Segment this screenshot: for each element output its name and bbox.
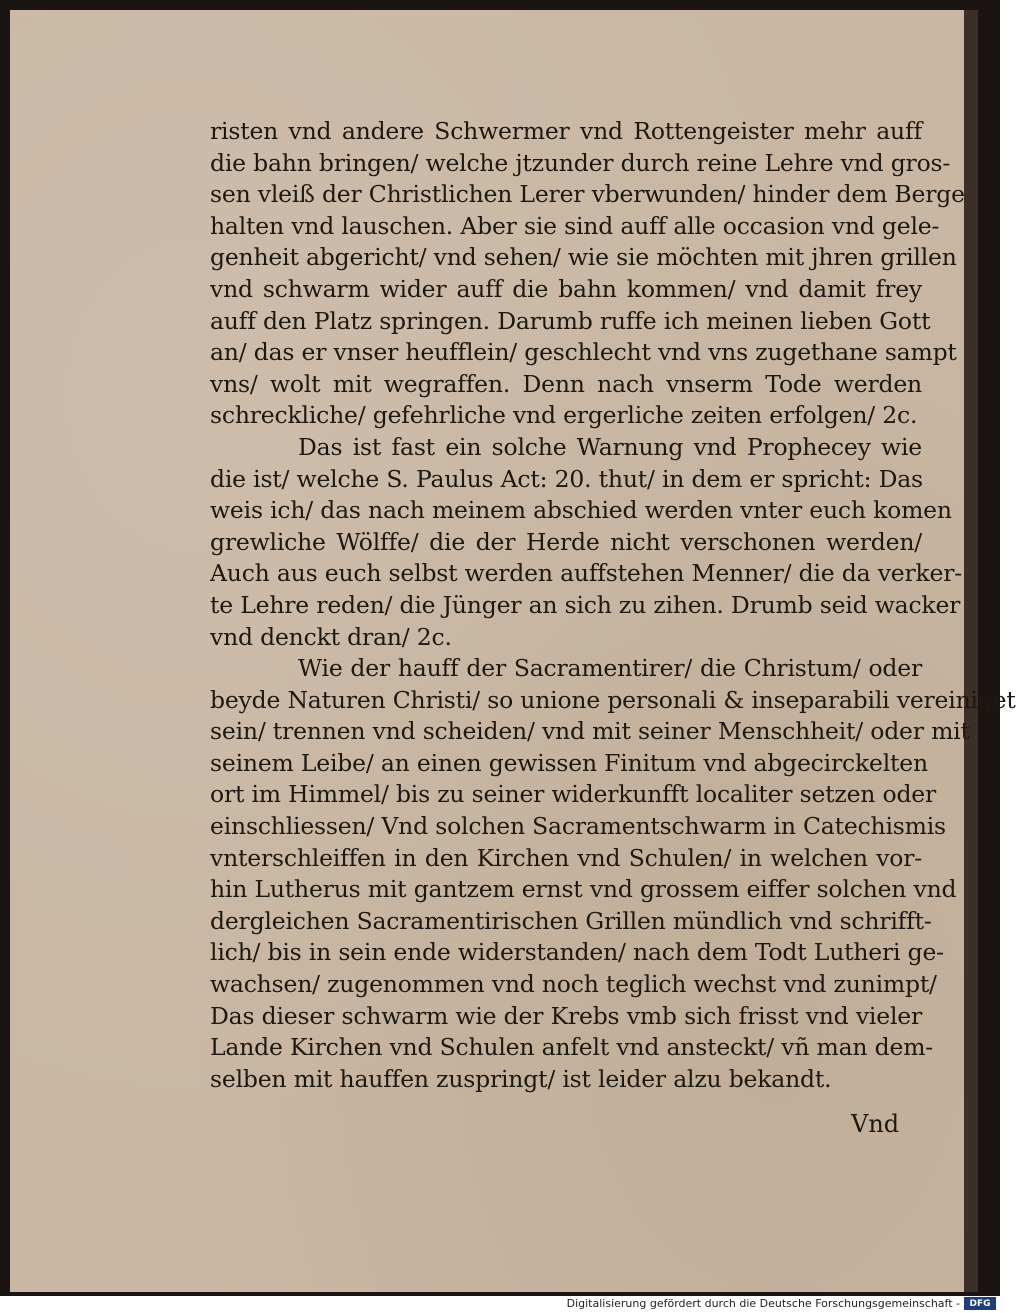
paragraph-start-line: Wie der hauff der Sacramentirer/ die Christum/ oder <box>298 654 922 683</box>
text-line: weis ich/ das nach meinem abschied werden vnter euch komen <box>210 496 952 525</box>
text-line: dergleichen Sacramentirischen Grillen mündlich vnd schrifft- <box>210 906 932 935</box>
text-line: Auch aus euch selbst werden auffstehen Menner/ die da verker- <box>210 559 963 588</box>
book-page <box>10 10 1016 1292</box>
text-line: vnterschleiffen in den Kirchen vnd Schulen/ in welchen vor- <box>210 843 922 872</box>
text-line: vns/ wolt mit wegraffen. Denn nach vnserm Tode werden <box>210 369 922 398</box>
text-line: an/ das er vnser heufflein/ geschlecht vnd vns zugethane sampt <box>210 338 957 367</box>
text-line: die ist/ welche S. Paulus Act: 20. thut/ in dem er spricht: Das <box>210 464 923 493</box>
footer-bar <box>0 1296 1000 1313</box>
text-line: lich/ bis in sein ende widerstanden/ nach dem Todt Lutheri ge- <box>210 938 944 967</box>
text-line: genheit abgericht/ vnd sehen/ wie sie möchten mit jhren grillen <box>210 243 957 272</box>
text-line: schreckliche/ gefehrliche vnd ergerliche zeiten erfolgen/ 2c. <box>210 401 918 430</box>
text-line: seinem Leibe/ an einen gewissen Finitum vnd abgecirckelten <box>210 748 928 777</box>
catchword: Vnd <box>851 1110 900 1138</box>
text-line: hin Lutherus mit gantzem ernst vnd grossem eiffer solchen vnd <box>210 875 957 904</box>
dfg-logo: DFG <box>964 1297 996 1310</box>
text-line: halten vnd lauschen. Aber sie sind auff alle occasion vnd gele- <box>210 211 940 240</box>
text-line: sen vleiß der Christlichen Lerer vberwunden/ hinder dem Berge <box>210 180 965 209</box>
text-line: auff den Platz springen. Darumb ruffe ich meinen lieben Gott <box>210 306 931 335</box>
text-line: beyde Naturen Christi/ so unione personali & inseparabili vereiniget <box>210 685 1016 714</box>
text-line: selben mit hauffen zuspringt/ ist leider alzu bekandt. <box>210 1064 832 1093</box>
text-line: die bahn bringen/ welche jtzunder durch reine Lehre vnd gros- <box>210 148 951 177</box>
text-line: vnd denckt dran/ 2c. <box>210 622 452 651</box>
text-line: grewliche Wölffe/ die der Herde nicht verschonen werden/ <box>210 527 922 556</box>
text-line: vnd schwarm wider auff die bahn kommen/ vnd damit frey <box>210 274 922 303</box>
text-line: einschliessen/ Vnd solchen Sacramentschwarm in Catechismis <box>210 812 946 841</box>
text-line: ort im Himmel/ bis zu seiner widerkunfft localiter setzen oder <box>210 780 937 809</box>
text-line: te Lehre reden/ die Jünger an sich zu zihen. Drumb seid wacker <box>210 590 961 619</box>
funding-credit: Digitalisierung gefördert durch die Deutsche Forschungsgemeinschaft - <box>566 1297 960 1310</box>
text-line: risten vnd andere Schwermer vnd Rottengeister mehr auff <box>210 117 922 145</box>
text-line: wachsen/ zugenommen vnd noch teglich wechst vnd zunimpt/ <box>210 970 937 999</box>
text-line: sein/ trennen vnd scheiden/ vnd mit seiner Menschheit/ oder mit <box>210 717 970 746</box>
paragraph-start-line: Das ist fast ein solche Warnung vnd Prophecey wie <box>298 432 922 461</box>
text-line: Lande Kirchen vnd Schulen anfelt vnd ansteckt/ vñ man dem- <box>210 1033 934 1062</box>
page-text <box>210 116 1016 1095</box>
text-line: Das dieser schwarm wie der Krebs vmb sich frisst vnd vieler <box>210 1001 922 1030</box>
